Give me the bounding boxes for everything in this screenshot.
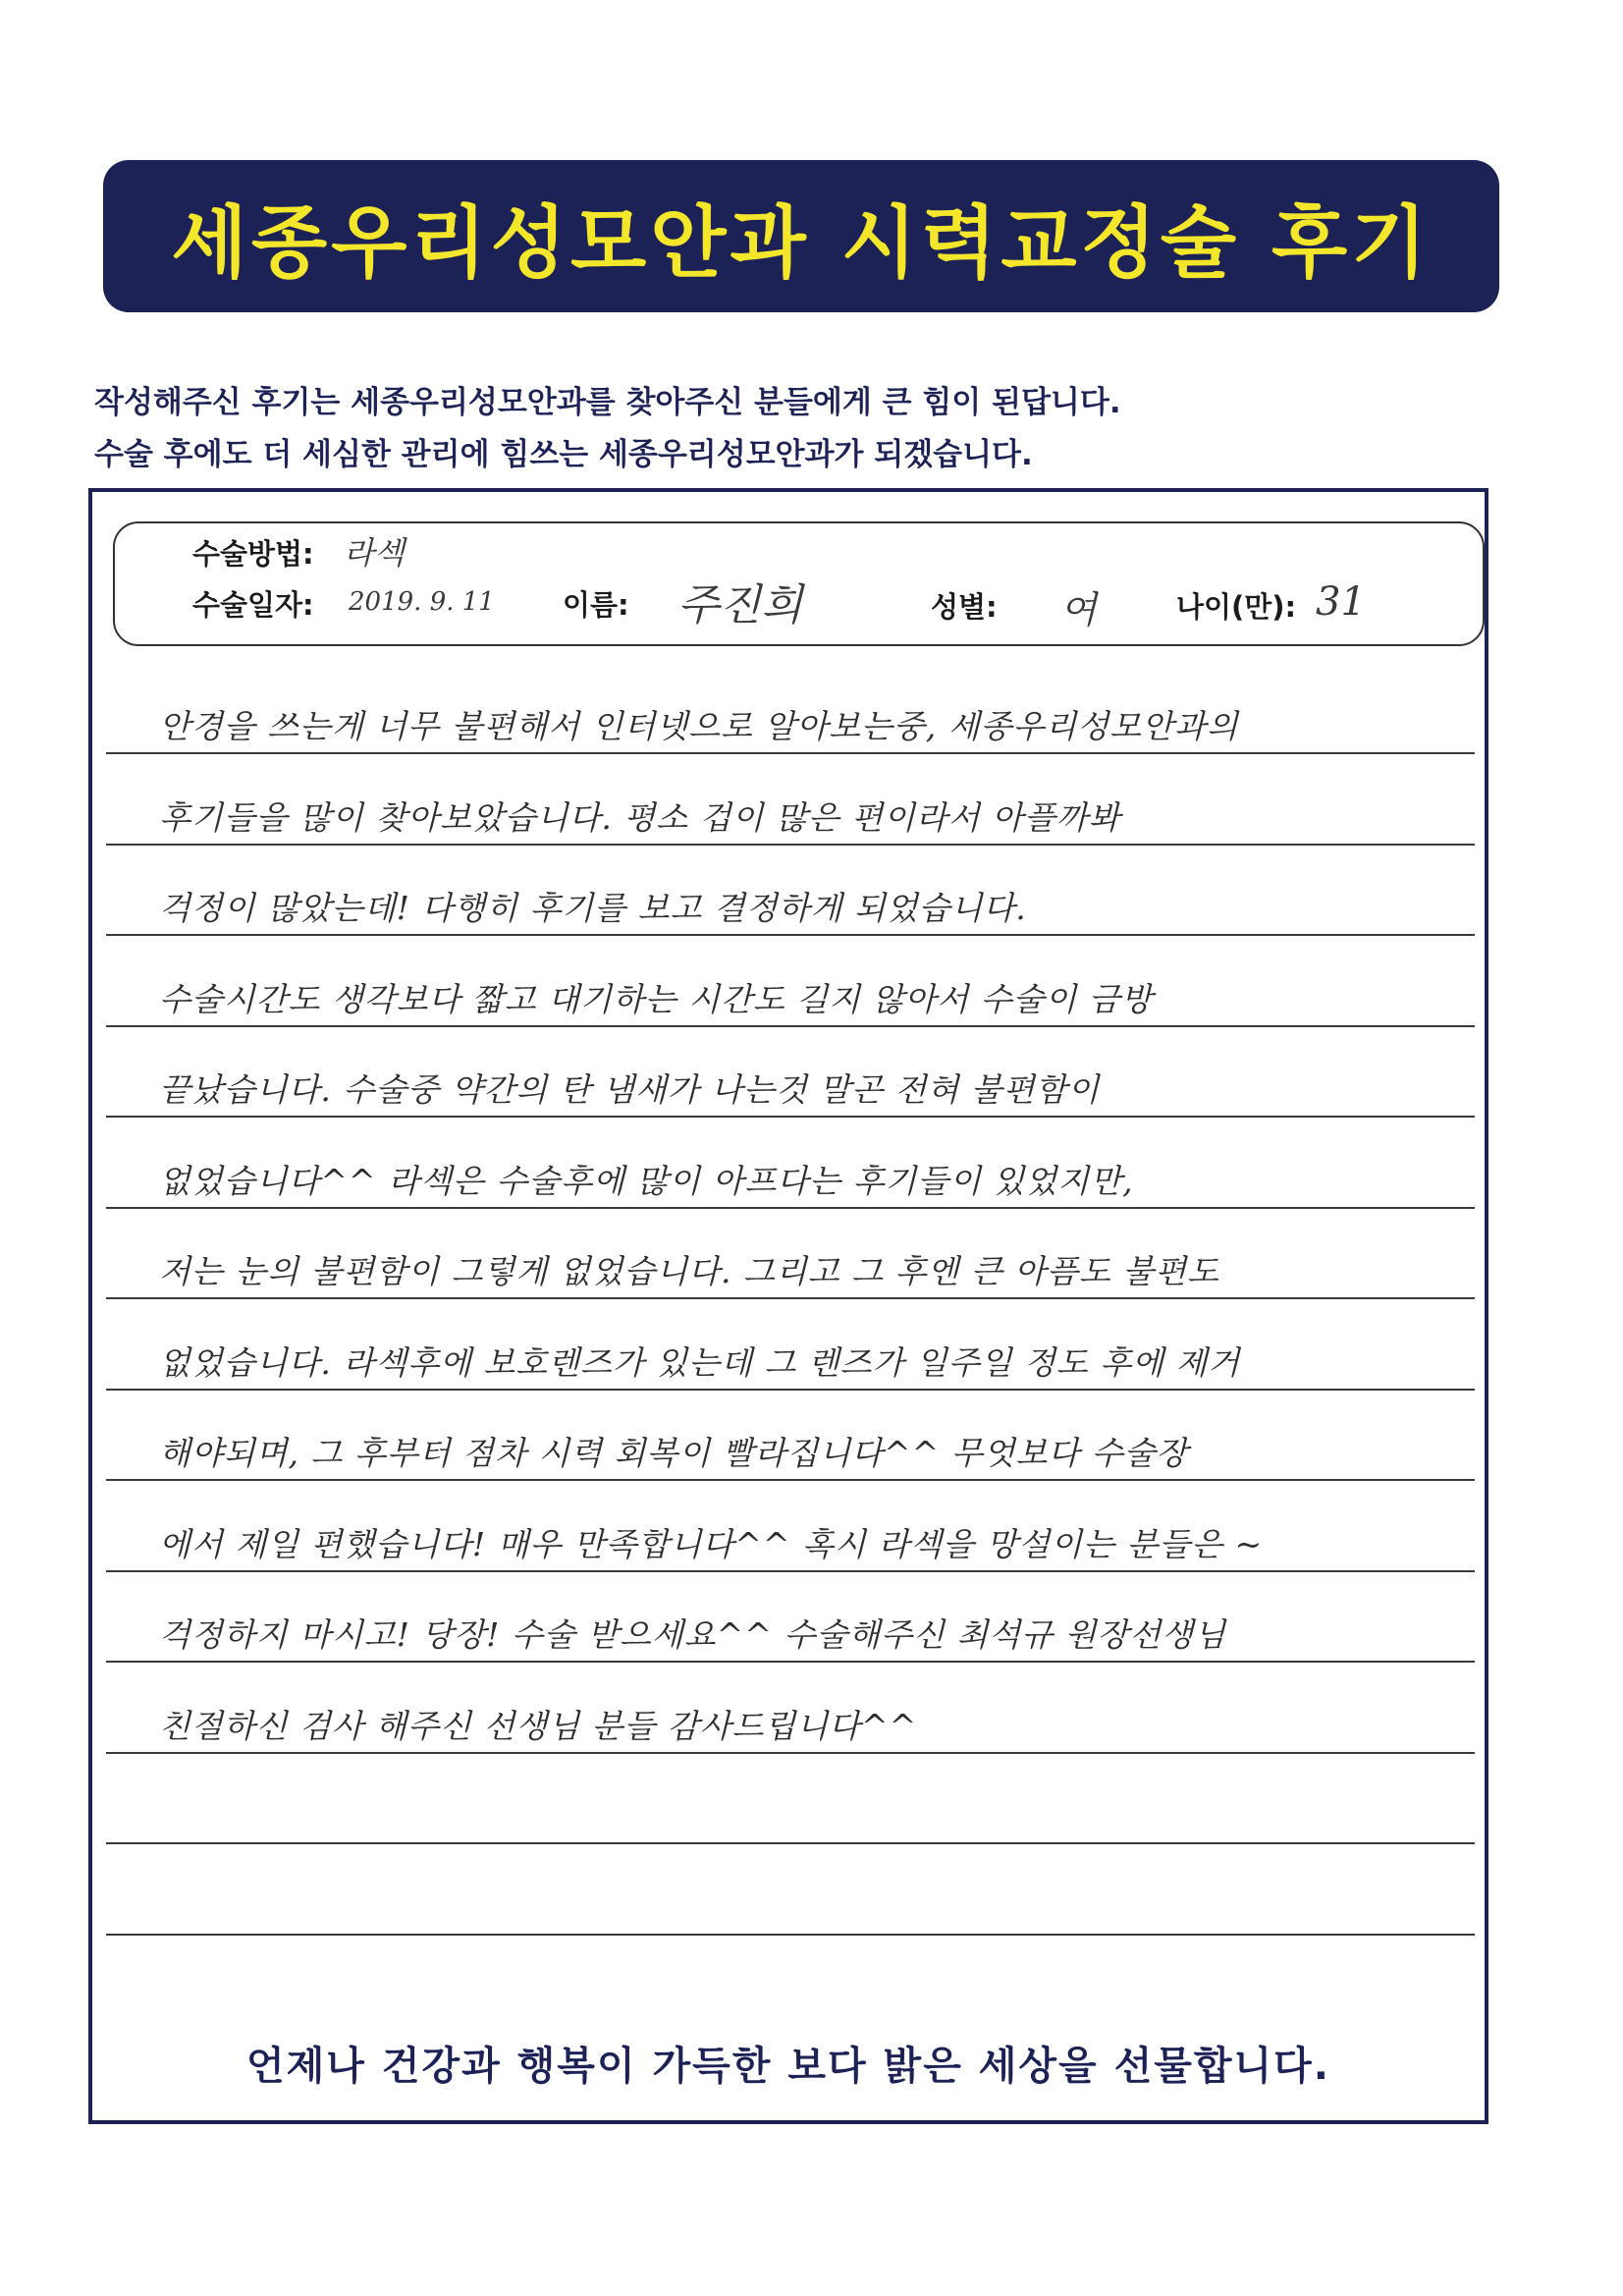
review-text-line: 친절하신 검사 해주신 선생님 분들 감사드립니다^^ xyxy=(159,1707,918,1745)
review-text-line: 걱정이 많았는데! 다행히 후기를 보고 결정하게 되었습니다. xyxy=(159,889,1027,927)
ruled-line xyxy=(106,1570,1475,1572)
name-label: 이름: xyxy=(563,588,629,622)
ruled-line xyxy=(106,1934,1475,1936)
ruled-line xyxy=(106,1479,1475,1481)
review-text-line: 없었습니다. 라섹후에 보호렌즈가 있는데 그 렌즈가 일주일 정도 후에 제거 xyxy=(159,1343,1241,1382)
ruled-line xyxy=(106,1842,1475,1844)
ruled-line xyxy=(106,1752,1475,1754)
age-value: 31 xyxy=(1316,579,1366,625)
review-text-line: 없었습니다^^ 라섹은 수술후에 많이 아프다는 후기들이 있었지만, xyxy=(159,1162,1134,1200)
review-text-line: 걱정하지 마시고! 당장! 수술 받으세요^^ 수술해주신 최석규 원장선생님 xyxy=(159,1615,1226,1654)
title-banner xyxy=(103,160,1499,312)
review-text-line: 끝났습니다. 수술중 약간의 탄 냄새가 나는것 말곤 전혀 불편함이 xyxy=(159,1070,1101,1109)
sex-value: 여 xyxy=(1060,588,1097,631)
ruled-line xyxy=(106,1025,1475,1027)
ruled-line xyxy=(106,1297,1475,1299)
surgery-date-label: 수술일자: xyxy=(192,588,314,622)
review-text-line: 안경을 쓰는게 너무 불편해서 인터넷으로 알아보는중, 세종우리성모안과의 xyxy=(159,707,1239,745)
review-text-line: 저는 눈의 불편함이 그렇게 없었습니다. 그리고 그 후엔 큰 아픔도 불편도 xyxy=(159,1252,1219,1290)
review-text-line: 에서 제일 편했습니다! 매우 만족합니다^^ 혹시 라섹을 망설이는 분들은 ~ xyxy=(159,1525,1264,1563)
page-title: 세종우리성모안과 시력교정술 후기 xyxy=(171,197,1432,289)
age-label: 나이(만): xyxy=(1176,590,1297,624)
ruled-line xyxy=(106,1661,1475,1663)
sex-label: 성별: xyxy=(931,590,998,624)
ruled-line xyxy=(106,934,1475,936)
ruled-line xyxy=(106,844,1475,846)
ruled-line xyxy=(106,1116,1475,1118)
review-text-line: 후기들을 많이 찾아보았습니다. 평소 겁이 많은 편이라서 아플까봐 xyxy=(159,798,1121,837)
surgery-method-value: 라섹 xyxy=(344,534,405,572)
ruled-line xyxy=(106,1389,1475,1391)
intro-text-1: 작성해주신 후기는 세종우리성모안과를 찾아주신 분들에게 큰 힘이 된답니다. xyxy=(94,385,1121,420)
ruled-line xyxy=(106,752,1475,754)
surgery-date-value: 2019. 9. 11 xyxy=(349,587,495,617)
review-text-line: 해야되며, 그 후부터 점차 시력 회복이 빨라집니다^^ 무엇보다 수술장 xyxy=(159,1434,1189,1472)
closing-slogan: 언제나 건강과 행복이 가득한 보다 밝은 세상을 선물합니다. xyxy=(245,2044,1331,2089)
ruled-line xyxy=(106,1207,1475,1209)
review-text-line: 수술시간도 생각보다 짧고 대기하는 시간도 길지 않아서 수술이 금방 xyxy=(159,980,1154,1018)
surgery-method-label: 수술방법: xyxy=(192,537,314,571)
name-value: 주진희 xyxy=(677,580,803,630)
intro-text-2: 수술 후에도 더 세심한 관리에 힘쓰는 세종우리성모안과가 되겠습니다. xyxy=(94,437,1033,472)
